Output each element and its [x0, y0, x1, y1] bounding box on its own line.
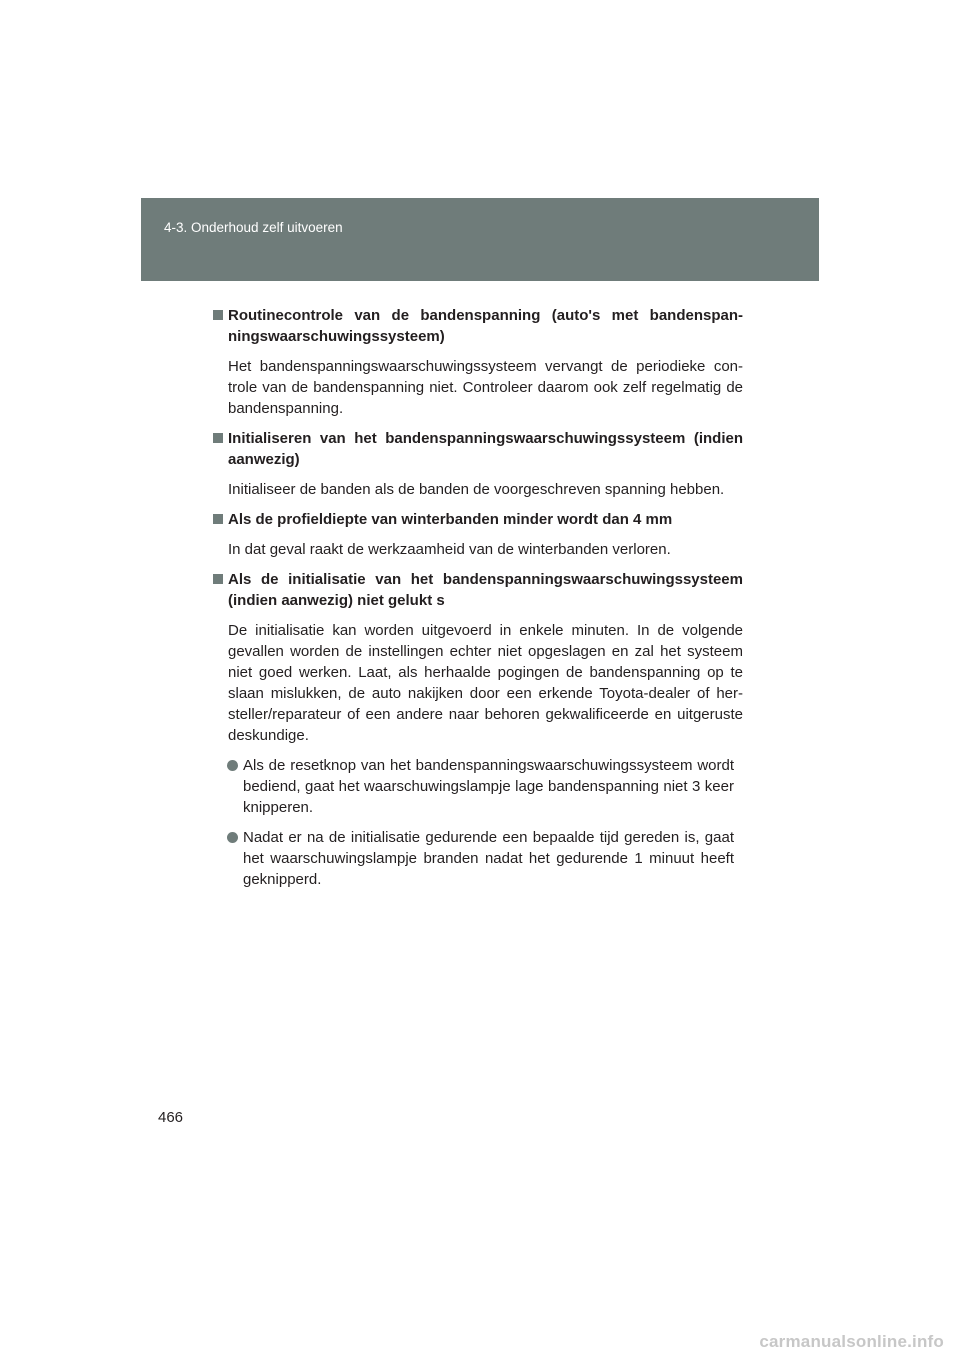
body-paragraph: Initialiseer de banden als de banden de voorgeschreven spanning hebben.	[228, 481, 725, 498]
watermark: carmanualsonline.info	[759, 1332, 944, 1351]
square-bullet-icon	[213, 574, 223, 584]
section-header-band	[141, 198, 819, 281]
list-item	[212, 755, 743, 818]
section-heading	[212, 305, 743, 347]
body-paragraph: In dat geval raakt de werkzaamheid van de winterbanden verloren.	[228, 541, 671, 558]
body-paragraph: De initialisatie kan worden uitgevoerd in enkele minuten. In de volgende gevallen worden de instellingen echter niet opgeslagen en zal het systeem niet goed werken. Laat, als herhaalde pogingen de bandenspanning op te slaan mislukken, de auto nakijken door een erkende Toyota-dealer of her-steller/reparateur of een andere naar behoren gekwalificeerde en uitgeruste deskundige.	[228, 622, 743, 744]
square-bullet-icon	[213, 310, 223, 320]
square-bullet-icon	[213, 514, 223, 524]
section-heading	[212, 569, 743, 611]
section-heading	[212, 428, 743, 470]
circle-bullet-icon	[227, 832, 238, 843]
list-item-text: Als de resetknop van het bandenspanningswaarschuwingssysteem wordt bediend, gaat het waarschuwingslampje lage bandenspanning niet 3 keer knipperen.	[243, 757, 734, 816]
section-title: 4-3. Onderhoud zelf uitvoeren	[164, 220, 343, 235]
page-number: 466	[158, 1109, 184, 1126]
section-heading-text: Als de initialisatie van het bandenspanningswaarschuwingssysteem (indien aanwezig) niet gelukt s	[228, 571, 743, 609]
section-heading	[212, 509, 743, 530]
section-heading-text: Als de profieldiepte van winterbanden minder wordt dan 4 mm	[228, 511, 673, 528]
page-content	[212, 305, 743, 899]
section-heading-text: Initialiseren van het bandenspanningswaarschuwingssysteem (indien aanwezig)	[228, 430, 743, 468]
square-bullet-icon	[213, 433, 223, 443]
list-item-text: Nadat er na de initialisatie gedurende een bepaalde tijd gereden is, gaat het waarschuwingslampje branden nadat het gedurende 1 minuut heeft geknipperd.	[243, 829, 734, 888]
body-paragraph: Het bandenspanningswaarschuwingssysteem vervangt de periodieke con-trole van de bandenspanning niet. Controleer daarom ook zelf regelmatig de bandenspanning.	[228, 358, 743, 417]
list-item	[212, 827, 743, 890]
circle-bullet-icon	[227, 760, 238, 771]
section-heading-text: Routinecontrole van de bandenspanning (auto's met bandenspan-ningswaarschuwingssysteem)	[228, 307, 743, 345]
